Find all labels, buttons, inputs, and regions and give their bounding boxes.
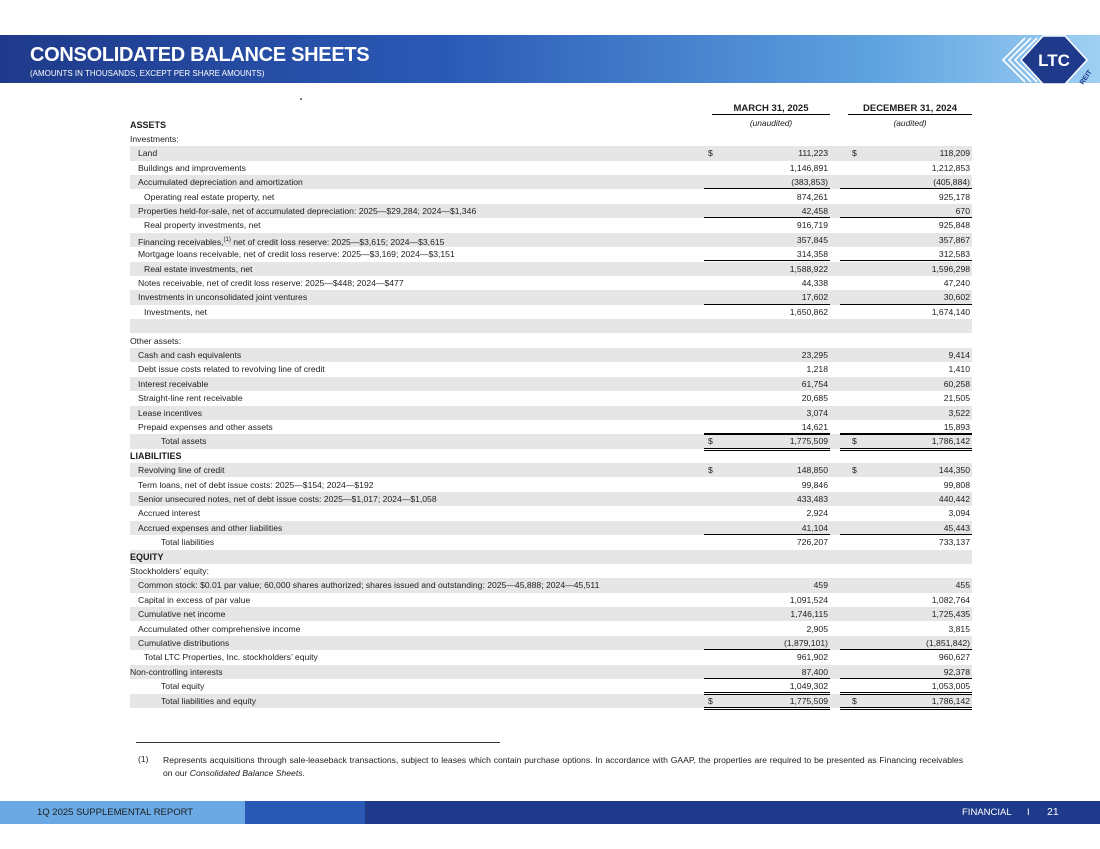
row-label: EQUITY xyxy=(130,551,164,562)
value-mar-2025: 44,338 xyxy=(801,277,828,288)
total-top-rule xyxy=(704,694,830,695)
value-mar-2025: 1,146,891 xyxy=(789,162,828,173)
value-mar-2025: 961,902 xyxy=(796,652,828,663)
table-row xyxy=(130,564,972,578)
row-label: Total LTC Properties, Inc. stockholders’ equity xyxy=(144,652,318,663)
row-label: Revolving line of credit xyxy=(138,465,225,476)
logo-text: LTC xyxy=(1038,51,1070,70)
row-label: Investments: xyxy=(130,133,179,144)
row-label: Land xyxy=(138,148,158,159)
footnote-mark: (1) xyxy=(138,754,149,764)
table-row xyxy=(130,377,972,391)
total-top-rule xyxy=(840,434,972,435)
stray-dot xyxy=(300,98,302,100)
page-title: CONSOLIDATED BALANCE SHEETS xyxy=(30,44,370,66)
value-dec-2024: 1,725,435 xyxy=(931,609,970,620)
table-row xyxy=(130,118,972,132)
row-label: Real estate investments, net xyxy=(144,263,253,274)
value-mar-2025: 1,091,524 xyxy=(789,594,828,605)
row-label: Senior unsecured notes, net of debt issue costs: 2025—$1,017; 2024—$1,058 xyxy=(138,493,437,504)
table-row xyxy=(130,492,972,506)
value-dec-2024: 99,808 xyxy=(943,479,970,490)
value-mar-2025: 3,074 xyxy=(806,407,828,418)
value-dec-2024: 925,178 xyxy=(938,191,970,202)
table-row xyxy=(130,262,972,276)
value-mar-2025: 459 xyxy=(813,580,828,591)
row-label: Buildings and improvements xyxy=(138,162,246,173)
value-mar-2025: 20,685 xyxy=(801,393,828,404)
row-label: Accumulated depreciation and amortization xyxy=(138,177,303,188)
table-row xyxy=(130,463,972,477)
table-row xyxy=(130,665,972,679)
ltc-logo xyxy=(995,30,1095,96)
value-mar-2025: 1,049,302 xyxy=(789,681,828,692)
value-dec-2024: 1,082,764 xyxy=(931,594,970,605)
value-mar-2025: 99,846 xyxy=(801,479,828,490)
currency-symbol: $ xyxy=(852,695,857,706)
table-row xyxy=(130,478,972,492)
row-label: Operating real estate property, net xyxy=(144,191,275,202)
total-underline xyxy=(840,707,972,708)
value-mar-2025: 148,850 xyxy=(796,465,828,476)
value-dec-2024: 60,258 xyxy=(943,378,970,389)
row-label: Accumulated other comprehensive income xyxy=(138,623,301,634)
table-row xyxy=(130,449,972,463)
value-dec-2024: 1,410 xyxy=(948,364,970,375)
table-row xyxy=(130,190,972,204)
row-label: Investments, net xyxy=(144,306,208,317)
row-label: Term loans, net of debt issue costs: 2025—$154; 2024—$192 xyxy=(138,479,374,490)
row-label: Non-controlling interests xyxy=(130,666,223,677)
table-row xyxy=(130,420,972,434)
row-label: Real property investments, net xyxy=(144,220,261,231)
row-label: ASSETS xyxy=(130,119,167,130)
table-row xyxy=(130,319,972,333)
col-sub-dec-2024: (audited) xyxy=(893,118,927,128)
value-mar-2025: 17,602 xyxy=(801,292,828,303)
value-mar-2025: 1,218 xyxy=(806,364,828,375)
currency-symbol: $ xyxy=(852,148,857,159)
table-row xyxy=(130,161,972,175)
value-dec-2024: 960,627 xyxy=(938,652,970,663)
table-row xyxy=(130,694,972,708)
row-label: Common stock: $0.01 par value; 60,000 shares authorized; shares issued and outstanding: 2025—45,888; 2024—45,511 xyxy=(138,580,600,591)
table-row xyxy=(130,334,972,348)
table-row xyxy=(130,247,972,261)
value-dec-2024: (1,851,842) xyxy=(926,637,970,648)
value-dec-2024: 3,094 xyxy=(948,508,970,519)
header-banner xyxy=(0,35,1100,83)
footnote-text-italic: Consolidated Balance Sheets xyxy=(189,768,303,778)
value-mar-2025: 42,458 xyxy=(801,205,828,216)
value-dec-2024: 1,786,142 xyxy=(931,436,970,447)
row-label: Stockholders’ equity: xyxy=(130,565,209,576)
value-dec-2024: 925,848 xyxy=(938,220,970,231)
value-mar-2025: 874,261 xyxy=(796,191,828,202)
table-row xyxy=(130,175,972,189)
value-mar-2025: 41,104 xyxy=(801,522,828,533)
row-label: Lease incentives xyxy=(138,407,203,418)
row-label: Prepaid expenses and other assets xyxy=(138,421,273,432)
value-dec-2024: 1,212,853 xyxy=(931,162,970,173)
total-double-underline xyxy=(704,709,830,710)
total-underline xyxy=(704,707,830,708)
table-row xyxy=(130,521,972,535)
row-label: Total liabilities xyxy=(161,537,215,548)
row-label: Properties held-for-sale, net of accumulated depreciation: 2025—$29,284; 2024—$1,346 xyxy=(138,205,477,216)
currency-symbol: $ xyxy=(708,695,713,706)
row-label: LIABILITIES xyxy=(130,450,182,461)
table-row xyxy=(130,132,972,146)
value-dec-2024: (405,884) xyxy=(933,177,970,188)
row-label: Total liabilities and equity xyxy=(161,695,257,706)
table-row xyxy=(130,146,972,160)
value-dec-2024: 670 xyxy=(955,205,970,216)
row-label: Interest receivable xyxy=(138,378,209,389)
footnote-divider xyxy=(136,742,500,743)
table-row xyxy=(130,636,972,650)
row-label: Debt issue costs related to revolving line of credit xyxy=(138,364,325,375)
footnote-text xyxy=(163,754,963,780)
value-mar-2025: 1,588,922 xyxy=(789,263,828,274)
value-dec-2024: 92,378 xyxy=(943,666,970,677)
row-label: Notes receivable, net of credit loss reserve: 2025—$448; 2024—$477 xyxy=(138,277,404,288)
value-mar-2025: 1,650,862 xyxy=(789,306,828,317)
value-mar-2025: 433,483 xyxy=(796,493,828,504)
value-dec-2024: 3,522 xyxy=(948,407,970,418)
value-mar-2025: 916,719 xyxy=(796,220,828,231)
row-label: Total equity xyxy=(161,681,205,692)
total-double-underline xyxy=(840,709,972,710)
value-mar-2025: 314,358 xyxy=(796,249,828,260)
currency-symbol: $ xyxy=(852,465,857,476)
value-dec-2024: 47,240 xyxy=(943,277,970,288)
value-dec-2024: 312,583 xyxy=(938,249,970,260)
value-mar-2025: 1,775,509 xyxy=(789,695,828,706)
row-label: Straight-line rent receivable xyxy=(138,393,243,404)
table-row xyxy=(130,348,972,362)
table-row xyxy=(130,276,972,290)
table-row xyxy=(130,204,972,218)
value-mar-2025: 14,621 xyxy=(801,421,828,432)
table-row xyxy=(130,506,972,520)
value-dec-2024: 455 xyxy=(955,580,970,591)
footer-section: FINANCIAL xyxy=(962,807,1012,818)
value-mar-2025: 111,223 xyxy=(798,148,828,159)
total-top-rule xyxy=(704,434,830,435)
value-dec-2024: 440,442 xyxy=(938,493,970,504)
value-dec-2024: 118,209 xyxy=(939,148,970,159)
value-mar-2025: 357,845 xyxy=(796,234,828,245)
table-row xyxy=(130,535,972,549)
value-dec-2024: 733,137 xyxy=(938,537,970,548)
table-row xyxy=(130,406,972,420)
table-row xyxy=(130,622,972,636)
value-mar-2025: (1,879,101) xyxy=(784,637,828,648)
row-label: Financing receivables,$^{(1)}$ net of credit loss reserve: 2025—$3,615; 2024—$3,615 xyxy=(138,236,445,247)
value-mar-2025: 2,905 xyxy=(806,623,828,634)
footer-bar xyxy=(0,801,1100,824)
row-label: Mortgage loans receivable, net of credit loss reserve: 2025—$3,169; 2024—$3,151 xyxy=(138,249,455,260)
value-dec-2024: 21,505 xyxy=(943,393,970,404)
col-header-mar-2025: MARCH 31, 2025 xyxy=(712,103,830,115)
value-dec-2024: 1,786,142 xyxy=(931,695,970,706)
table-row xyxy=(130,218,972,232)
footnote-text-main: Represents acquisitions through sale-leaseback transactions, subject to leases which contain purchase options. In accordance with GAAP, the properties are required to be presented as Financing receivables on our xyxy=(163,755,963,778)
value-mar-2025: 726,207 xyxy=(796,537,828,548)
value-mar-2025: 87,400 xyxy=(801,666,828,677)
table-row xyxy=(130,650,972,664)
value-dec-2024: 144,350 xyxy=(938,465,970,476)
row-label: Total assets xyxy=(161,436,207,447)
value-mar-2025: 1,746,115 xyxy=(790,609,828,620)
table-row xyxy=(130,391,972,405)
currency-symbol: $ xyxy=(708,436,713,447)
row-label: Investments in unconsolidated joint ventures xyxy=(138,292,308,303)
value-dec-2024: 1,053,005 xyxy=(931,681,970,692)
row-label: Accrued expenses and other liabilities xyxy=(138,522,283,533)
value-mar-2025: (383,853) xyxy=(791,177,828,188)
logo-subtext: REIT xyxy=(1078,69,1094,87)
row-label: Other assets: xyxy=(130,335,182,346)
table-row xyxy=(130,578,972,592)
row-label: Cumulative distributions xyxy=(138,637,230,648)
table-row xyxy=(130,305,972,319)
row-label: Accrued interest xyxy=(138,508,201,519)
footer-report-name: 1Q 2025 SUPPLEMENTAL REPORT xyxy=(37,807,194,818)
value-mar-2025: 2,924 xyxy=(806,508,828,519)
row-label: Cumulative net income xyxy=(138,609,226,620)
table-row xyxy=(130,593,972,607)
value-dec-2024: 3,815 xyxy=(948,623,970,634)
value-dec-2024: 30,602 xyxy=(943,292,970,303)
value-dec-2024: 357,867 xyxy=(938,234,970,245)
row-label: Capital in excess of par value xyxy=(138,594,251,605)
footer-separator: I xyxy=(1027,807,1030,818)
value-dec-2024: 9,414 xyxy=(948,349,970,360)
value-dec-2024: 15,893 xyxy=(943,421,970,432)
col-header-dec-2024: DECEMBER 31, 2024 xyxy=(848,103,972,115)
currency-symbol: $ xyxy=(708,148,713,159)
value-mar-2025: 1,775,509 xyxy=(789,436,828,447)
table-row xyxy=(130,233,972,247)
row-label: Cash and cash equivalents xyxy=(138,349,242,360)
currency-symbol: $ xyxy=(852,436,857,447)
page-subtitle: (AMOUNTS IN THOUSANDS, EXCEPT PER SHARE AMOUNTS) xyxy=(30,69,265,78)
table-row xyxy=(130,607,972,621)
table-row xyxy=(130,679,972,693)
table-row xyxy=(130,434,972,448)
value-dec-2024: 1,674,140 xyxy=(931,306,970,317)
footnote-text-end: . xyxy=(302,768,305,778)
table-row xyxy=(130,550,972,564)
value-dec-2024: 1,596,298 xyxy=(931,263,970,274)
value-mar-2025: 23,295 xyxy=(801,349,828,360)
currency-symbol: $ xyxy=(708,465,713,476)
page-number: 21 xyxy=(1047,806,1059,818)
value-dec-2024: 45,443 xyxy=(943,522,970,533)
value-mar-2025: 61,754 xyxy=(801,378,828,389)
table-row xyxy=(130,290,972,304)
table-row xyxy=(130,362,972,376)
col-sub-mar-2025: (unaudited) xyxy=(749,118,793,128)
total-top-rule xyxy=(840,694,972,695)
